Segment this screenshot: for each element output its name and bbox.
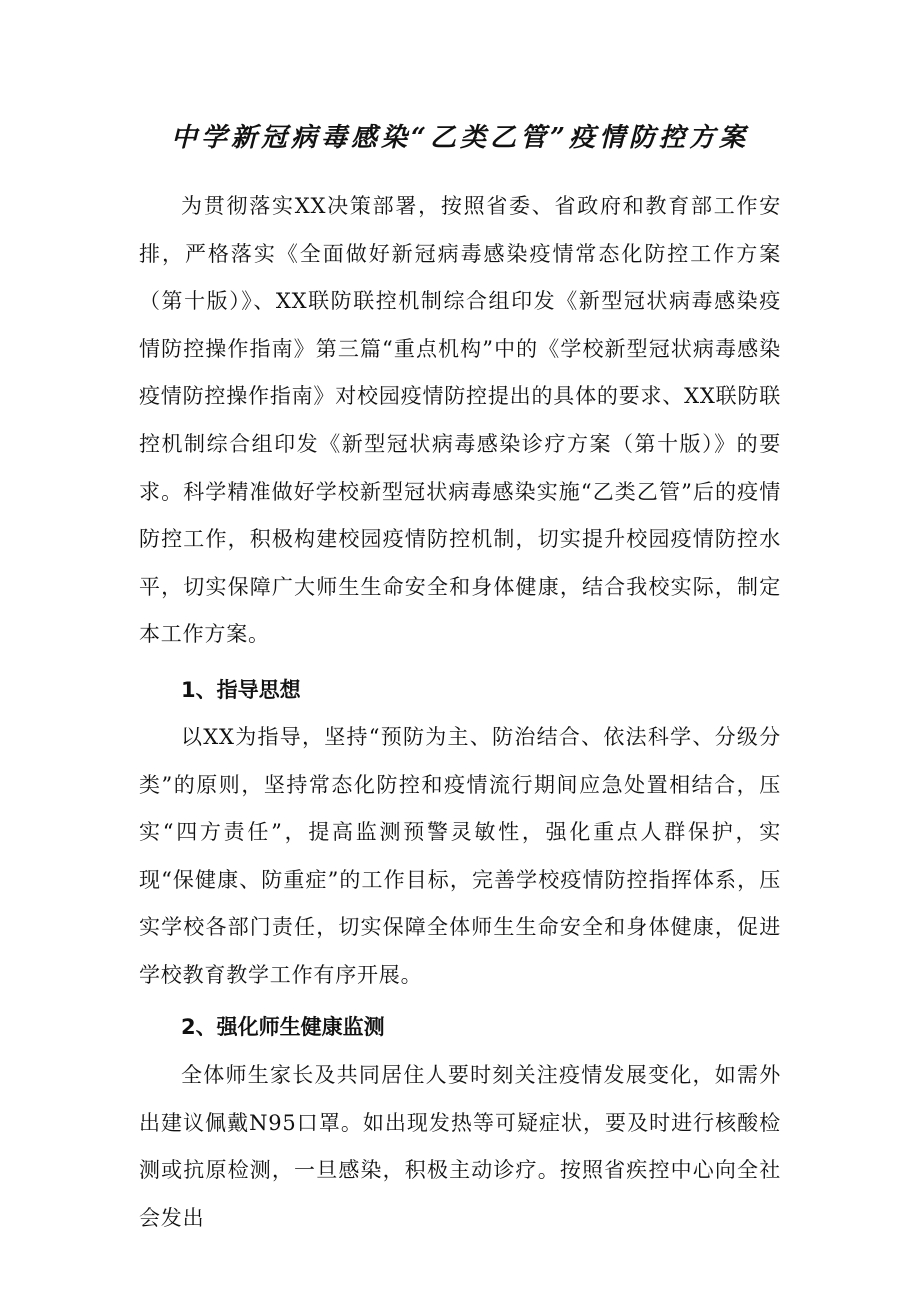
section-body-guiding-ideology: 以XX为指导，坚持“预防为主、防治结合、依法科学、分级分类”的原则，坚持常态化防控和疫情流行期间应急处置相结合，压实“四方责任”，提高监测预警灵敏性，强化重点人群保护，实现“保健康、防重症”的工作目标，完善学校疫情防控指挥体系，压实学校各部门责任，切实保障全体师生生命安全和身体健康，促进学校教育教学工作有序开展。 [139, 725, 781, 987]
section-heading-health-monitoring: 2、强化师生健康监测 [181, 1015, 385, 1039]
section-heading-guiding-ideology: 1、指导思想 [181, 678, 301, 702]
section-body-health-monitoring: 全体师生家长及共同居住人要时刻关注疫情发展变化，如需外出建议佩戴N95口罩。如出现发热等可疑症状，要及时进行核酸检测或抗原检测，一旦感染，积极主动诊疗。按照省疾控中心向全社会发出 [139, 1063, 781, 1230]
intro-paragraph: 为贯彻落实XX决策部署，按照省委、省政府和教育部工作安排，严格落实《全面做好新冠病毒感染疫情常态化防控工作方案（第十版）》、XX联防联控机制综合组印发《新型冠状病毒感染疫情防控操作指南》第三篇“重点机构”中的《学校新型冠状病毒感染疫情防控操作指南》对校园疫情防控提出的具体的要求、XX联防联控机制综合组印发《新型冠状病毒感染诊疗方案（第十版）》的要求。科学精准做好学校新型冠状病毒感染实施“乙类乙管”后的疫情防控工作，积极构建校园疫情防控机制，切实提升校园疫情防控水平，切实保障广大师生生命安全和身体健康，结合我校实际，制定本工作方案。 [139, 194, 781, 647]
document-title: 中学新冠病毒感染“乙类乙管”疫情防控方案 [171, 123, 749, 153]
